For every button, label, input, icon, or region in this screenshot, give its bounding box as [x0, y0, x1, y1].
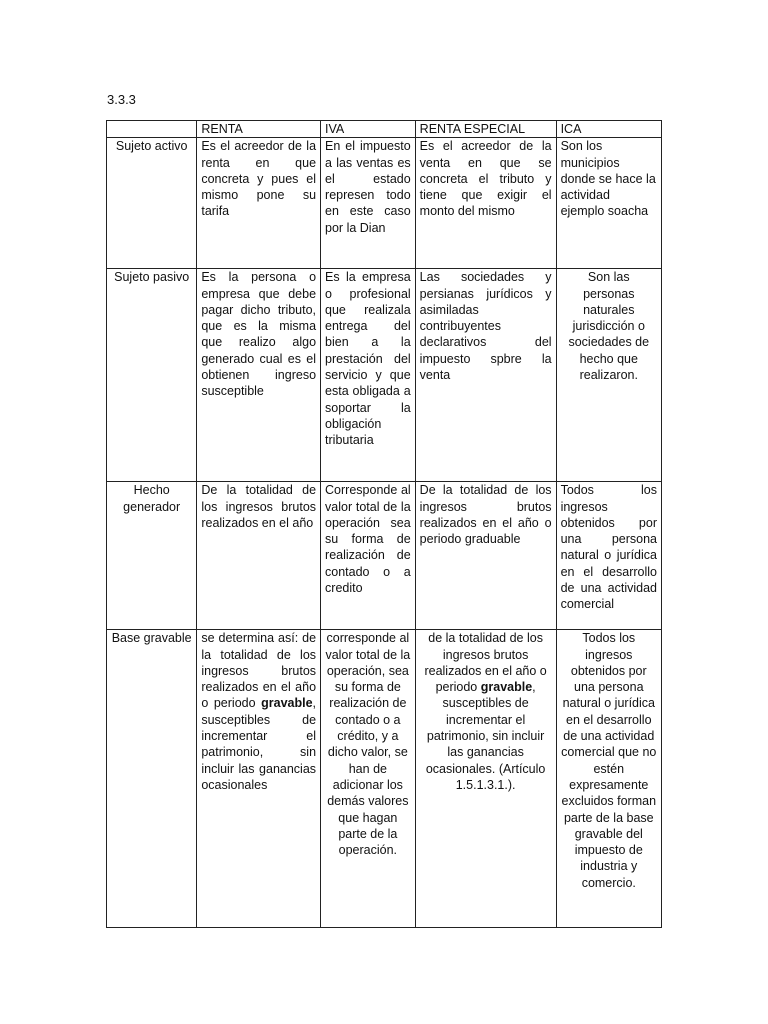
cell-ica: Todos los ingresos obtenidos por una persona natural o jurídica en el desarrollo de una actividad comercial que no estén expresamente excluidos forman parte de la base gravable del impuesto de industria y comercio.	[556, 630, 661, 928]
cell-iva: Corresponde al valor total de la operación sea su forma de realización de contado o a credito	[321, 482, 416, 630]
table-row	[107, 269, 662, 482]
cell-renta-especial-bold: gravable	[480, 680, 533, 695]
header-iva: IVA	[321, 121, 416, 138]
cell-iva: En el impuesto a las ventas es el estado represen todo en este caso por la Dian	[321, 138, 416, 269]
table-row	[107, 482, 662, 630]
cell-renta-especial	[415, 630, 556, 928]
section-number: 3.3.3	[107, 92, 136, 107]
cell-renta	[197, 630, 321, 928]
row-label: Hecho generador	[107, 482, 197, 630]
cell-renta-especial: Las sociedades y persianas jurídicos y asimiladas contribuyentes declarativos del impuesto spbre la venta	[415, 269, 556, 482]
cell-iva: corresponde al valor total de la operación, sea su forma de realización de contado o a crédito, y a dicho valor, se han de adicionar los demás valores que hagan parte de la operación.	[321, 630, 416, 928]
header-renta-especial: RENTA ESPECIAL	[415, 121, 556, 138]
cell-renta: Es el acreedor de la renta en que concreta y pues el mismo pone su tarifa	[197, 138, 321, 269]
header-renta: RENTA	[197, 121, 321, 138]
row-label: Sujeto pasivo	[107, 269, 197, 482]
cell-renta-text-end: , susceptibles de incrementar el patrimonio, sin incluir las ganancias ocasionales	[201, 696, 317, 792]
table-header-row	[107, 121, 662, 138]
cell-renta-text: se determina así: de la totalidad de los ingresos brutos realizados en el año o periodo	[201, 631, 317, 711]
cell-renta-especial-text: de la totalidad de los ingresos brutos realizados en el año o periodo	[424, 631, 547, 695]
cell-renta-especial-text-end: , susceptibles de incrementar el patrimonio, sin incluir las ganancias ocasionales. (Artículo 1.5.1.3.1.).	[425, 680, 546, 792]
cell-renta-especial: De la totalidad de los ingresos brutos realizados en el año o periodo graduable	[415, 482, 556, 630]
cell-ica: Son las personas naturales jurisdicción o sociedades de hecho que realizaron.	[556, 269, 661, 482]
row-label: Sujeto activo	[107, 138, 197, 269]
table-row	[107, 630, 662, 928]
row-label: Base gravable	[107, 630, 197, 928]
cell-renta-especial: Es el acreedor de la venta en que se concreta el tributo y tiene que exigir el monto del mismo	[415, 138, 556, 269]
cell-ica: Todos los ingresos obtenidos por una persona natural o jurídica en el desarrollo de una actividad comercial	[556, 482, 661, 630]
header-ica: ICA	[556, 121, 661, 138]
cell-ica: Son los municipios donde se hace la actividad ejemplo soacha	[556, 138, 661, 269]
table-row	[107, 138, 662, 269]
cell-renta: De la totalidad de los ingresos brutos realizados en el año	[197, 482, 321, 630]
cell-iva: Es la empresa o profesional que realizala entrega del bien a la prestación del servicio y que esta obligada a soportar la obligación tributaria	[321, 269, 416, 482]
cell-renta: Es la persona o empresa que debe pagar dicho tributo, que es la misma que realizo algo generado cual es el obtienen ingreso susceptible	[197, 269, 321, 482]
header-blank	[107, 121, 197, 138]
cell-renta-bold: gravable	[261, 696, 313, 711]
tax-comparison-table	[106, 120, 662, 928]
